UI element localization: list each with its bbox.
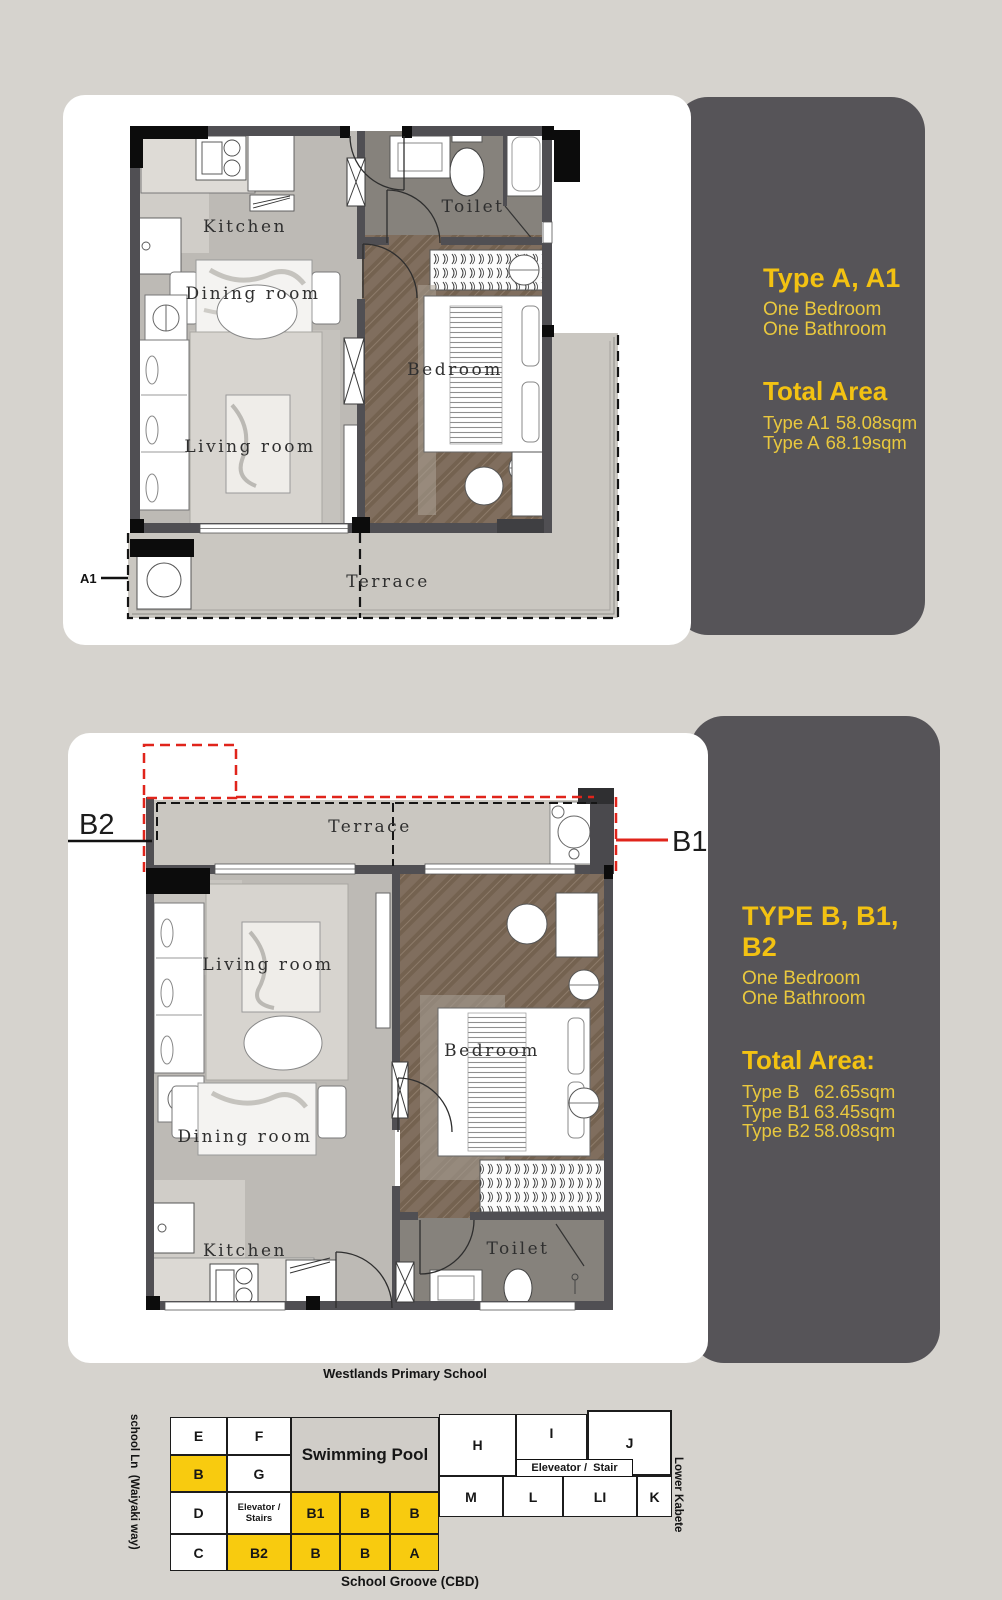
floor-plan-a bbox=[63, 95, 691, 645]
marker-b1 bbox=[672, 826, 707, 858]
grid-cell-d: D bbox=[170, 1492, 227, 1534]
room-label-kitchen-b: Kitchen bbox=[203, 1241, 287, 1261]
marker-a1 bbox=[80, 571, 128, 586]
card-a-floorplan-card bbox=[63, 95, 691, 645]
card-b-title: TYPE B, B1, B2 bbox=[742, 901, 899, 962]
room-label-living-a: Living room bbox=[184, 437, 316, 457]
room-label-toilet-b: Toilet bbox=[486, 1239, 550, 1259]
room-label-dining-b: Dining room bbox=[177, 1127, 313, 1147]
grid-cell-f: F bbox=[227, 1417, 291, 1455]
marker-b2 bbox=[68, 809, 152, 841]
site-plan-north-label: Westlands Primary School bbox=[323, 1366, 487, 1381]
card-b-bedroom-line: One Bedroom bbox=[742, 968, 861, 989]
marker-b1-label: B1 bbox=[672, 826, 708, 858]
grid-cell-c: C bbox=[170, 1534, 227, 1571]
card-a-info-panel bbox=[674, 97, 925, 635]
card-a-area-line-2: Type A 68.19sqm bbox=[763, 431, 907, 453]
room-label-bedroom-b: Bedroom bbox=[444, 1041, 540, 1061]
card-a-total-area-heading: Total Area bbox=[763, 376, 888, 406]
grid-cell-l: L bbox=[503, 1476, 563, 1517]
site-plan-west-label: school Ln (Waiyaki way) bbox=[128, 1414, 140, 1550]
floor-plan-b bbox=[68, 733, 708, 1363]
grid-cell-elevator-stairs: Elevator / Stairs bbox=[227, 1492, 291, 1534]
card-b-total-area-heading: Total Area: bbox=[742, 1045, 875, 1075]
grid-cell-b2: B2 bbox=[227, 1534, 291, 1571]
grid-cell-b-row3a: B bbox=[340, 1492, 390, 1534]
grid-cell-li: LI bbox=[563, 1476, 637, 1517]
grid-cell-h: H bbox=[439, 1414, 516, 1476]
card-a-bathroom-line: One Bathroom bbox=[763, 319, 887, 340]
card-b-bathroom-line: One Bathroom bbox=[742, 988, 866, 1009]
grid-cell-i: I bbox=[516, 1414, 587, 1476]
card-a-bedroom-line: One Bedroom bbox=[763, 299, 882, 320]
room-label-bedroom-a: Bedroom bbox=[407, 360, 503, 380]
grid-cell-g: G bbox=[227, 1455, 291, 1492]
grid-cell-swimming-pool: Swimming Pool bbox=[291, 1417, 439, 1492]
grid-cell-b1: B1 bbox=[291, 1492, 340, 1534]
grid-cell-j: J bbox=[587, 1410, 672, 1476]
room-label-terrace-b: Terrace bbox=[328, 817, 412, 837]
card-b-area-line-1: Type B 62.65sqm bbox=[742, 1081, 896, 1102]
card-b-area-line-3: Type B2 58.08sqm bbox=[742, 1120, 896, 1141]
marker-a1-label: A1 bbox=[80, 571, 97, 586]
room-label-dining-a: Dining room bbox=[185, 284, 321, 304]
card-a-title: Type A, A1 bbox=[763, 263, 901, 293]
marker-b2-label: B2 bbox=[79, 809, 115, 841]
grid-cell-m: M bbox=[439, 1476, 503, 1517]
card-b-floorplan-card bbox=[68, 733, 708, 1363]
site-plan-east-label: Lower Kabete bbox=[672, 1457, 684, 1533]
card-b-panel-text bbox=[742, 901, 940, 1141]
grid-cell-a: A bbox=[390, 1534, 439, 1571]
grid-cell-b-row2: B bbox=[170, 1455, 227, 1492]
site-plan-south-label: School Groove (CBD) bbox=[340, 1574, 479, 1589]
grid-cell-k: K bbox=[637, 1476, 672, 1517]
grid-cell-b-row4b: B bbox=[340, 1534, 390, 1571]
card-b-area-line-2: Type B1 63.45sqm bbox=[742, 1100, 896, 1122]
grid-cell-b-row3b: B bbox=[390, 1492, 439, 1534]
room-label-living-b: Living room bbox=[202, 955, 334, 975]
card-b-info-panel bbox=[690, 716, 940, 1363]
grid-cell-e: E bbox=[170, 1417, 227, 1455]
card-a-panel-text bbox=[763, 263, 917, 452]
card-a-area-line-1: Type A1 58.08sqm bbox=[763, 412, 918, 433]
grid-elevator-stair-bar: Eleveator / Stair bbox=[516, 1459, 633, 1477]
room-label-terrace-a: Terrace bbox=[346, 572, 430, 592]
room-label-toilet-a: Toilet bbox=[441, 197, 505, 217]
room-label-kitchen-a: Kitchen bbox=[203, 217, 287, 237]
grid-cell-b-row4a: B bbox=[291, 1534, 340, 1571]
